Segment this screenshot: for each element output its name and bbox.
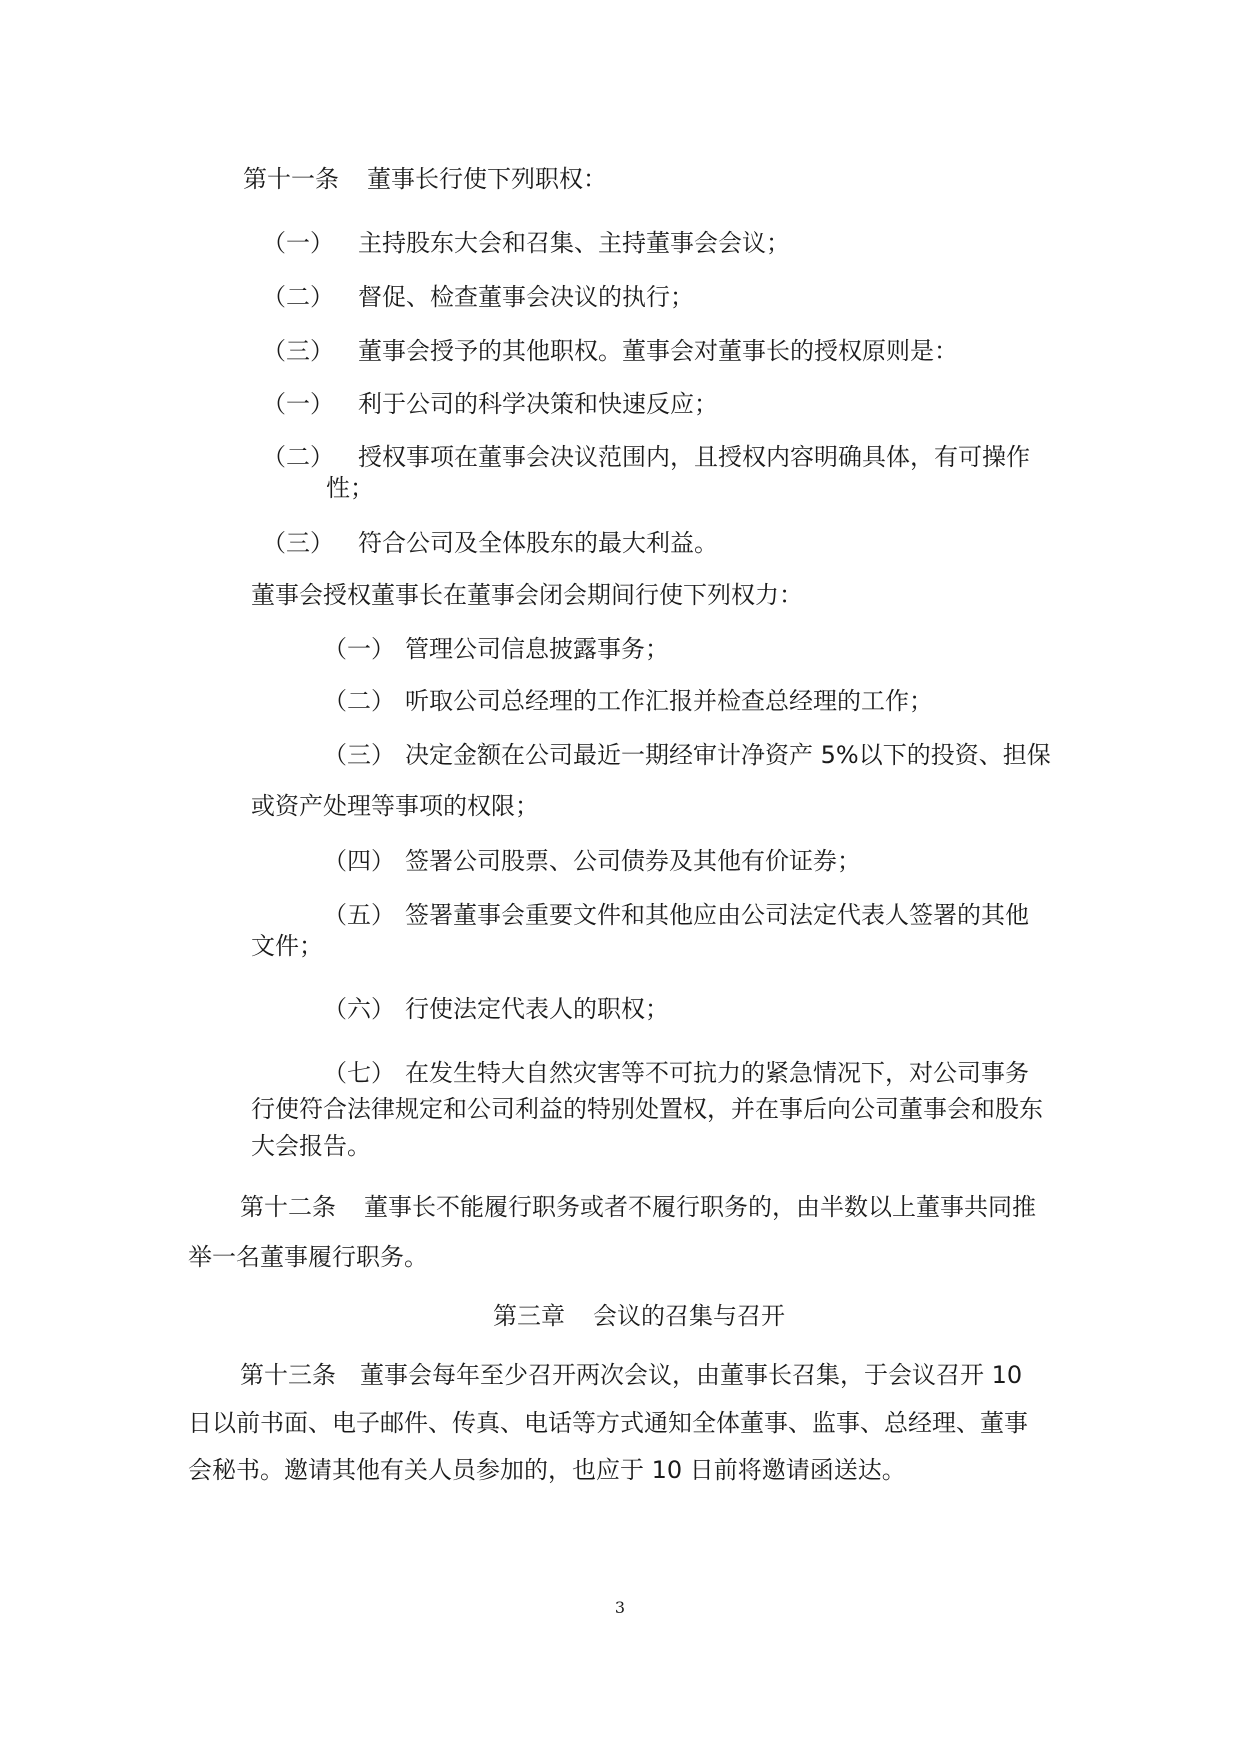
power-item-4-text: 签署公司股票、公司债券及其他有价证券；: [405, 847, 861, 875]
duty-item-3-text: 董事会授予的其他职权。董事会对董事长的授权原则是：: [358, 337, 958, 365]
article-11-heading: [243, 162, 607, 196]
principle-item-2: [262, 440, 1030, 474]
power-item-1-num: （一）: [323, 635, 395, 663]
chapter-3-number: 第三章: [493, 1302, 565, 1330]
article-11-heading-text: 董事长行使下列职权：: [367, 165, 607, 193]
principle-item-2-continuation: 性；: [326, 474, 374, 502]
duty-item-2: [262, 280, 694, 314]
principle-item-1-text: 利于公司的科学决策和快速反应；: [358, 390, 718, 418]
power-item-2-text: 听取公司总经理的工作汇报并检查总经理的工作；: [405, 687, 933, 715]
power-item-7-text: 在发生特大自然灾害等不可抗力的紧急情况下，对公司事务: [405, 1059, 1029, 1087]
article-13-line-3: 会秘书。邀请其他有关人员参加的，也应于 10 日前将邀请函送达。: [188, 1456, 906, 1484]
power-item-4-num: （四）: [323, 847, 395, 875]
power-item-7-continuation-1: 行使符合法律规定和公司利益的特别处置权，并在事后向公司董事会和股东: [251, 1095, 1043, 1123]
power-item-1: [323, 632, 669, 666]
chapter-3-title: 会议的召集与召开: [593, 1302, 785, 1330]
power-item-5: [323, 898, 1029, 932]
power-item-7-continuation-2: 大会报告。: [251, 1132, 371, 1160]
principle-item-1-num: （一）: [262, 390, 334, 418]
duty-item-1-text: 主持股东大会和召集、主持董事会会议；: [358, 229, 790, 257]
power-item-6-text: 行使法定代表人的职权；: [405, 995, 669, 1023]
principle-item-2-text: 授权事项在董事会决议范围内，且授权内容明确具体，有可操作: [358, 443, 1030, 471]
principle-item-3-num: （三）: [262, 529, 334, 557]
delegation-intro: 董事会授权董事长在董事会闭会期间行使下列权力：: [251, 581, 803, 609]
article-12-line-1: [240, 1190, 1036, 1224]
power-item-1-text: 管理公司信息披露事务；: [405, 635, 669, 663]
principle-item-3-text: 符合公司及全体股东的最大利益。: [358, 529, 718, 557]
duty-item-1-num: （一）: [262, 229, 334, 257]
duty-item-2-num: （二）: [262, 283, 334, 311]
article-12-line-2: 举一名董事履行职务。: [188, 1243, 428, 1271]
power-item-2: [323, 684, 933, 718]
duty-item-3-num: （三）: [262, 337, 334, 365]
duty-item-3: [262, 334, 958, 368]
duty-item-1: [262, 226, 790, 260]
page-number: 3: [614, 1598, 626, 1617]
article-13-title: 第十三条: [240, 1361, 336, 1389]
power-item-6-num: （六）: [323, 995, 395, 1023]
article-12-title: 第十二条: [240, 1193, 336, 1221]
principle-item-1: [262, 387, 718, 421]
power-item-5-num: （五）: [323, 901, 395, 929]
chapter-3-heading: [493, 1299, 785, 1333]
principle-item-2-num: （二）: [262, 443, 334, 471]
article-11-title: 第十一条: [243, 165, 339, 193]
power-item-3-text: 决定金额在公司最近一期经审计净资产 5%以下的投资、担保: [405, 741, 1051, 769]
power-item-7: [323, 1056, 1029, 1090]
article-12-text-1: 董事长不能履行职务或者不履行职务的，由半数以上董事共同推: [364, 1193, 1036, 1221]
duty-item-2-text: 督促、检查董事会决议的执行；: [358, 283, 694, 311]
power-item-7-num: （七）: [323, 1059, 395, 1087]
power-item-6: [323, 992, 669, 1026]
article-13-line-2: 日以前书面、电子邮件、传真、电话等方式通知全体董事、监事、总经理、董事: [188, 1409, 1028, 1437]
power-item-4: [323, 844, 861, 878]
power-item-5-text: 签署董事会重要文件和其他应由公司法定代表人签署的其他: [405, 901, 1029, 929]
power-item-3-continuation: 或资产处理等事项的权限；: [251, 792, 539, 820]
power-item-3-num: （三）: [323, 741, 395, 769]
power-item-3: [323, 738, 1051, 772]
article-13-text-1: 董事会每年至少召开两次会议，由董事长召集，于会议召开 10: [360, 1361, 1023, 1389]
power-item-5-continuation: 文件；: [251, 932, 323, 960]
principle-item-3: [262, 526, 718, 560]
article-13-line-1: [240, 1358, 1022, 1392]
power-item-2-num: （二）: [323, 687, 395, 715]
